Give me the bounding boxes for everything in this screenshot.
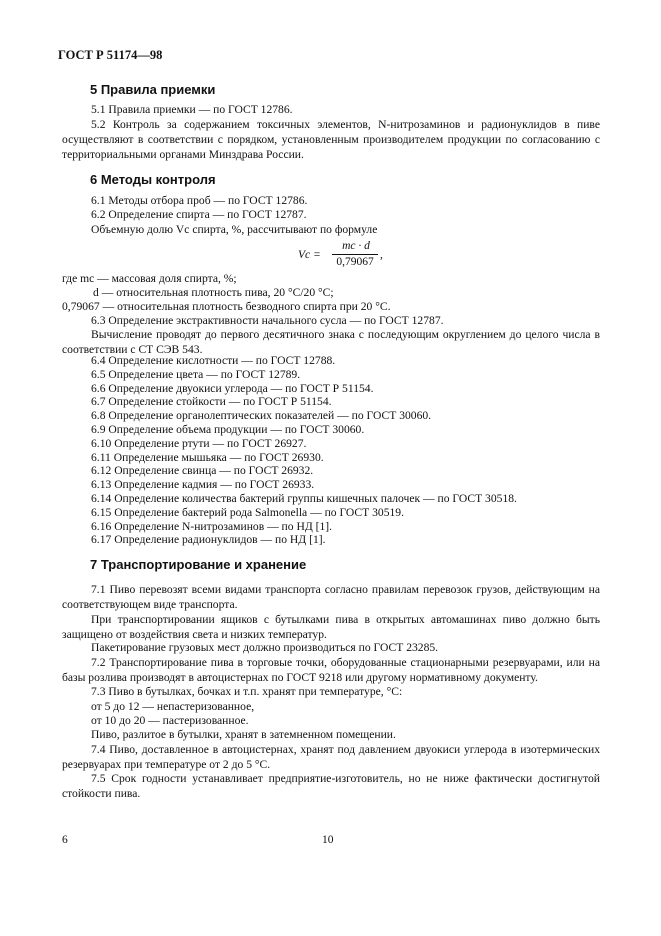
method-item: 6.13 Определение кадмия — по ГОСТ 26933. xyxy=(91,478,315,492)
formula-denominator: 0,79067 xyxy=(336,256,374,268)
para-7-1c: Пакетирование грузовых мест должно производиться по ГОСТ 23285. xyxy=(91,641,439,654)
para-7-3: 7.3 Пиво в бутылках, бочках и т.п. хранят при температуре, °С: xyxy=(91,685,403,698)
para-7-3b: от 10 до 20 — пастеризованное. xyxy=(91,714,249,727)
method-item: 6.8 Определение органолептических показателей — по ГОСТ 30060. xyxy=(91,409,432,423)
page-number-center: 10 xyxy=(322,834,334,846)
para-7-2: 7.2 Транспортирование пива в торговые точки, оборудованные стационарными резервуарами, или на базы розлива производят в автоцистернах по ГОСТ 9218 или другому нормативному документу. xyxy=(62,656,600,684)
section-7-title: 7 Транспортирование и хранение xyxy=(90,557,307,572)
method-item: 6.11 Определение мышьяка — по ГОСТ 26930. xyxy=(91,450,324,464)
para-7-1: 7.1 Пиво перевозят всеми видами транспорта согласно правилам перевозок грузов, действующим на соответствующем виде транспорта. xyxy=(62,583,600,611)
section-6-title: 6 Методы контроля xyxy=(90,172,216,187)
formula-tail: , xyxy=(380,249,383,261)
para-7-5: 7.5 Срок годности устанавливает предприятие-изготовитель, но не ниже фактически достигнутой стойкости пива. xyxy=(62,772,600,800)
method-item: 6.4 Определение кислотности — по ГОСТ 12788. xyxy=(91,354,336,367)
para-6-3-note: Вычисление проводят до первого десятичного знака с последующим округлением до целого числа в соответствии с СТ СЭВ 543. xyxy=(62,328,600,356)
method-item: 6.16 Определение N-нитрозаминов — по НД [1]. xyxy=(91,519,333,533)
method-item: 6.7 Определение стойкости — по ГОСТ Р 51154. xyxy=(91,395,332,409)
method-item: 6.17 Определение радионуклидов — по НД [1]. xyxy=(91,533,326,547)
section-5-title: 5 Правила приемки xyxy=(90,82,216,97)
method-item: 6.6 Определение двуокиси углерода — по ГОСТ Р 51154. xyxy=(91,381,374,395)
method-item: 6.15 Определение бактерий рода Salmonella — по ГОСТ 30519. xyxy=(91,505,405,519)
formula-intro: Объемную долю Vс спирта, %, рассчитывают по формуле xyxy=(91,223,378,236)
method-item: 6.9 Определение объема продукции — по ГОСТ 30060. xyxy=(91,423,365,436)
formula-lhs: Vс = xyxy=(298,249,321,261)
where-3: 0,79067 — относительная плотность безводного спирта при 20 °С. xyxy=(62,300,391,313)
para-7-3a: от 5 до 12 — непастеризованное, xyxy=(91,700,255,713)
page-number-left: 6 xyxy=(62,834,68,846)
para-7-3c: Пиво, разлитое в бутылки, хранят в затемненном помещении. xyxy=(91,728,396,741)
formula-numerator: mс · d xyxy=(342,240,370,252)
method-item: 6.10 Определение ртути — по ГОСТ 26927. xyxy=(91,436,307,450)
para-5-1: 5.1 Правила приемки — по ГОСТ 12786. xyxy=(91,103,293,116)
document-header: ГОСТ Р 51174—98 xyxy=(58,48,163,62)
method-item: 6.5 Определение цвета — по ГОСТ 12789. xyxy=(91,367,301,381)
method-item: 6.12 Определение свинца — по ГОСТ 26932. xyxy=(91,464,314,478)
where-1: где mс — массовая доля спирта, %; xyxy=(62,272,237,285)
where-2: d — относительная плотность пива, 20 °С/20 °С; xyxy=(93,286,334,299)
para-6-2: 6.2 Определение спирта — по ГОСТ 12787. xyxy=(91,208,307,221)
para-6-1: 6.1 Методы отбора проб — по ГОСТ 12786. xyxy=(91,194,308,207)
para-5-2: 5.2 Контроль за содержанием токсичных элементов, N-нитрозаминов и радионуклидов в пиве осуществляют в соответствии с порядком, установленным производителем продукции по согласованию с территориальными органами Минздрава России. xyxy=(62,118,600,161)
para-7-1b: При транспортировании ящиков с бутылками пива в открытых автомашинах пиво должно быть защищено от воздействия света и низких температур. xyxy=(62,613,600,641)
fraction-bar xyxy=(332,254,378,255)
method-item: 6.14 Определение количества бактерий группы кишечных палочек — по ГОСТ 30518. xyxy=(91,492,517,505)
para-7-4: 7.4 Пиво, доставленное в автоцистернах, хранят под давлением двуокиси углерода в изотермических резервуарах при температуре от 2 до 5 °С. xyxy=(62,743,600,771)
para-6-3: 6.3 Определение экстрактивности начального сусла — по ГОСТ 12787. xyxy=(91,314,444,327)
